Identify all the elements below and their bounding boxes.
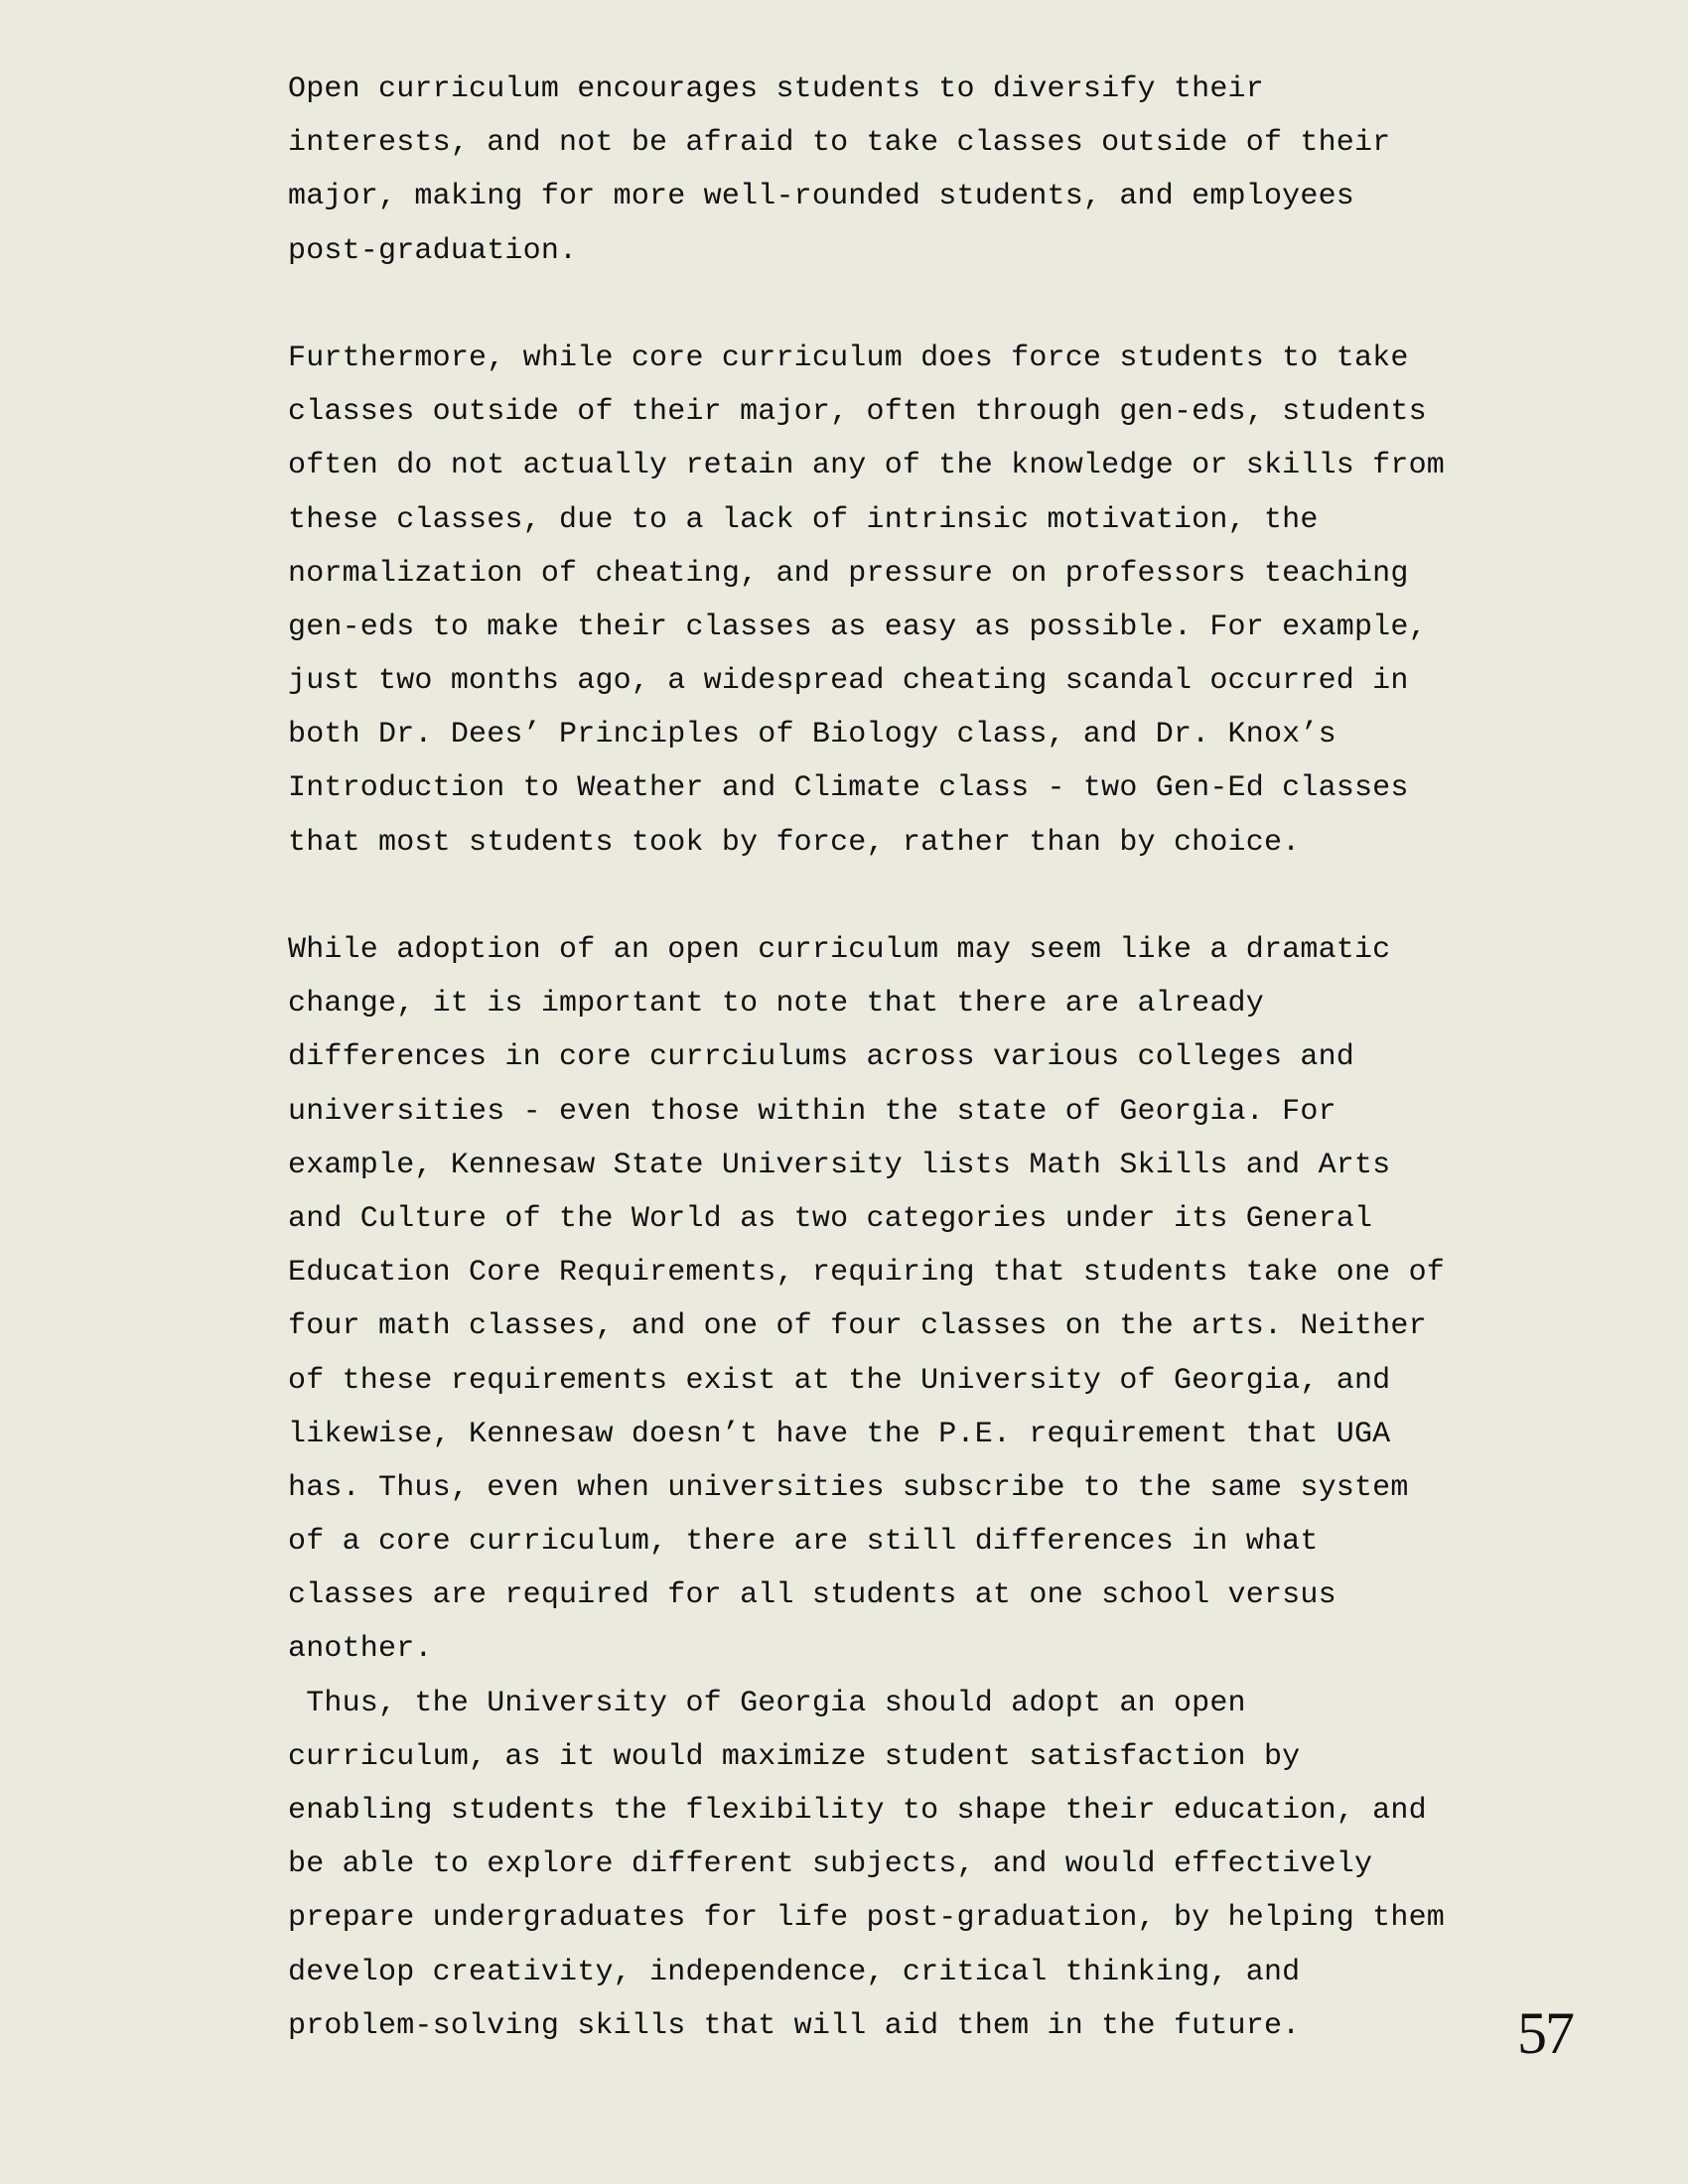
text-line: prepare undergraduates for life post-graduation, by helping them bbox=[288, 1901, 1445, 1936]
text-line: has. Thus, even when universities subscribe to the same system bbox=[288, 1470, 1409, 1505]
paragraph-conclusion bbox=[288, 1677, 1445, 2053]
text-line: Furthermore, while core curriculum does force students to take bbox=[288, 341, 1409, 375]
text-line: interests, and not be afraid to take classes outside of their bbox=[288, 126, 1391, 161]
text-line: likewise, Kennesaw doesn’t have the P.E. requirement that UGA bbox=[288, 1417, 1391, 1451]
text-line: often do not actually retain any of the knowledge or skills from bbox=[288, 449, 1445, 483]
text-line: While adoption of an open curriculum may seem like a dramatic bbox=[288, 933, 1391, 967]
text-line: these classes, due to a lack of intrinsic motivation, the bbox=[288, 502, 1319, 537]
text-line: major, making for more well-rounded students, and employees bbox=[288, 180, 1354, 214]
text-line: enabling students the flexibility to shape their education, and bbox=[288, 1794, 1427, 1828]
text-line: classes outside of their major, often through gen-eds, students bbox=[288, 395, 1427, 430]
text-line: universities - even those within the state of Georgia. For bbox=[288, 1094, 1336, 1129]
paragraph-open-curriculum-benefits bbox=[288, 63, 1410, 278]
text-line: of a core curriculum, there are still differences in what bbox=[288, 1525, 1319, 1560]
text-line: problem-solving skills that will aid them in the future. bbox=[288, 2008, 1301, 2043]
body-text bbox=[288, 63, 1445, 2053]
paragraph-core-curriculum-critique bbox=[288, 332, 1445, 870]
text-line: example, Kennesaw State University lists Math Skills and Arts bbox=[288, 1148, 1391, 1182]
text-line: classes are required for all students at one school versus bbox=[288, 1578, 1336, 1613]
text-line: differences in core currciulums across various colleges and bbox=[288, 1040, 1354, 1075]
text-line: Introduction to Weather and Climate class - two Gen-Ed classes bbox=[288, 771, 1409, 806]
text-line: just two months ago, a widespread cheating scandal occurred in bbox=[288, 664, 1409, 699]
text-line: develop creativity, independence, critical thinking, and bbox=[288, 1955, 1301, 1989]
paragraph-spacer bbox=[288, 278, 1410, 332]
text-line: and Culture of the World as two categories under its General bbox=[288, 1201, 1373, 1236]
text-line: curriculum, as it would maximize student satisfaction by bbox=[288, 1739, 1301, 1774]
text-line: that most students took by force, rather than by choice. bbox=[288, 825, 1301, 860]
page-number: 57 bbox=[1517, 2000, 1573, 2066]
text-line: Education Core Requirements, requiring that students take one of bbox=[288, 1256, 1445, 1291]
text-line: normalization of cheating, and pressure on professors teaching bbox=[288, 556, 1409, 591]
text-line: Open curriculum encourages students to diversify their bbox=[288, 72, 1264, 106]
text-line: both Dr. Dees’ Principles of Biology class, and Dr. Knox’s bbox=[288, 718, 1336, 752]
text-line: post-graduation. bbox=[288, 233, 578, 268]
text-line: of these requirements exist at the University of Georgia, and bbox=[288, 1363, 1391, 1398]
text-line: change, it is important to note that there are already bbox=[288, 987, 1264, 1022]
text-line: be able to explore different subjects, and would effectively bbox=[288, 1847, 1373, 1882]
text-line: four math classes, and one of four classes on the arts. Neither bbox=[288, 1309, 1427, 1344]
text-line: another. bbox=[288, 1632, 433, 1667]
paragraph-spacer bbox=[288, 870, 1410, 923]
paragraph-differences-across-schools bbox=[288, 923, 1445, 1677]
text-line: Thus, the University of Georgia should adopt an open bbox=[288, 1686, 1246, 1720]
text-line: gen-eds to make their classes as easy as possible. For example, bbox=[288, 610, 1427, 644]
